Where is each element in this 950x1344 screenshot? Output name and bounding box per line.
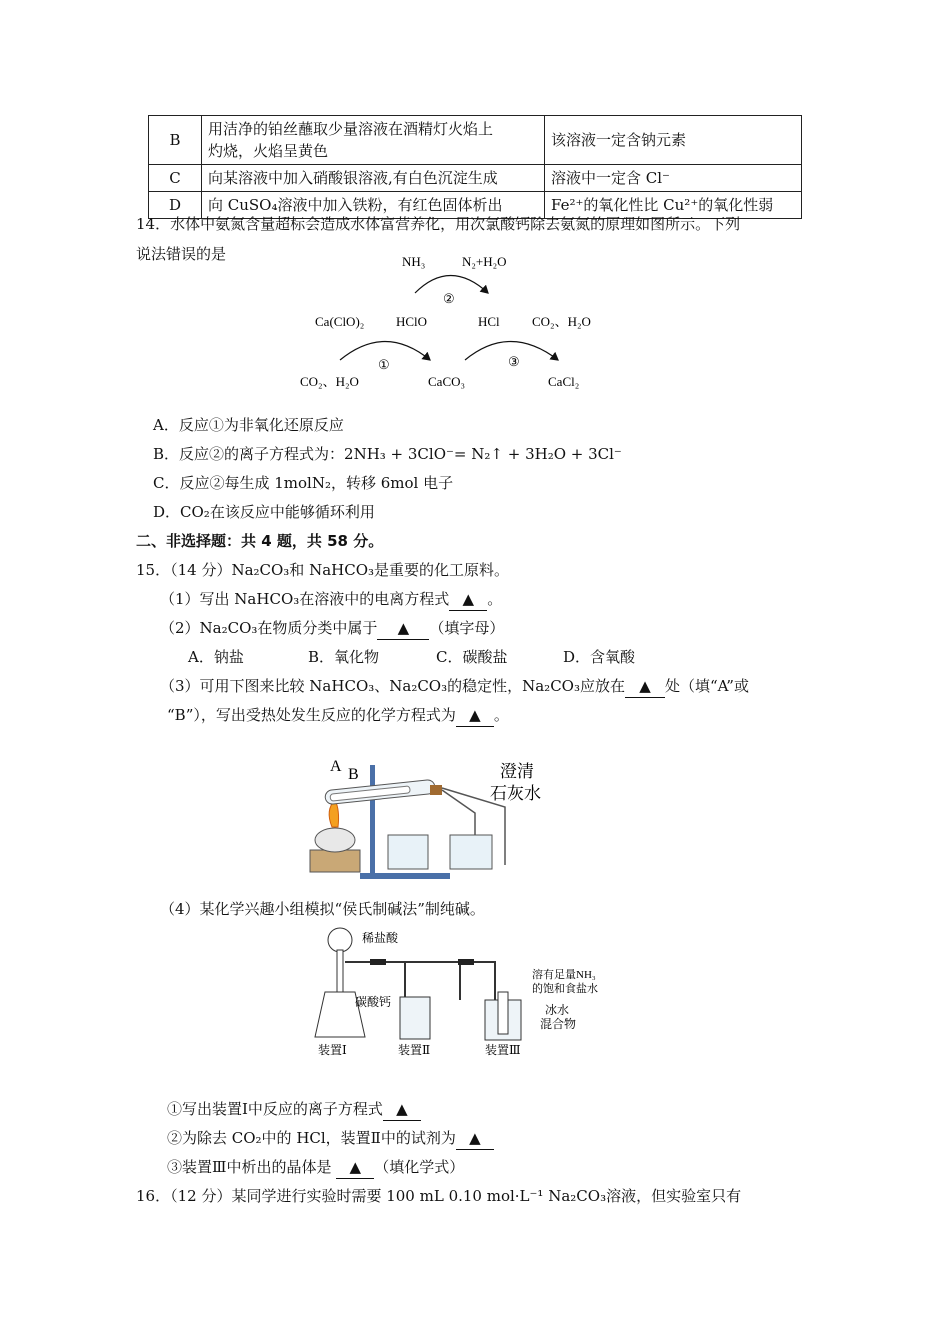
beaker-1	[388, 835, 428, 869]
iron-stand-base	[360, 873, 450, 879]
label-tube-b: B	[348, 766, 359, 783]
answer-blank: ▲	[456, 704, 494, 727]
label-nh3: NH₃	[402, 254, 426, 269]
connecting-tube-2	[430, 962, 495, 1000]
gas-washing-bottle	[400, 997, 430, 1039]
label-dilute-hcl: 稀盐酸	[362, 931, 399, 945]
label-nh3-2: 的饱和食盐水	[532, 983, 598, 995]
label-limewater-2: 石灰水	[490, 784, 541, 803]
q15-sub2: ②为除去 CO₂中的 HCl，装置Ⅱ中的试剂为 ▲	[167, 1127, 494, 1150]
clamp-1	[370, 959, 386, 965]
q14-option-c: C．反应②每生成 1molN₂，转移 6mol 电子	[153, 474, 454, 492]
row-operation: 向某溶液中加入硝酸银溶液,有白色沉淀生成	[202, 165, 545, 192]
answer-blank: ▲	[449, 588, 487, 611]
label-co2-h2o-top: CO₂、H₂O	[532, 314, 591, 329]
label-tube-a: A	[330, 758, 342, 775]
q14-option-d: D．CO₂在该反应中能够循环利用	[153, 503, 375, 521]
burner-base	[310, 850, 360, 872]
dropping-funnel	[328, 928, 352, 952]
label-reaction-1: ①	[378, 357, 390, 372]
row-letter: B	[149, 116, 202, 165]
label-cacl2: CaCl₂	[548, 374, 580, 389]
q15-sub3: ③装置Ⅲ中析出的晶体是 ▲ （填化学式）	[167, 1156, 464, 1179]
label-nh3-1: 溶有足量NH₃	[532, 969, 596, 981]
q15-part4: （4）某化学兴趣小组模拟“侯氏制碱法”制纯碱。	[160, 900, 485, 918]
table-row	[149, 116, 802, 165]
q15-part3-line2: “B”），写出受热处发生反应的化学方程式为 ▲ 。	[167, 704, 509, 727]
q15-choice-a: A．钠盐	[188, 648, 244, 666]
q16-stem: 16．（12 分）某同学进行实验时需要 100 mL 0.10 mol·L⁻¹ Na₂CO₃溶液，但实验室只有	[136, 1187, 742, 1205]
stopper	[430, 785, 442, 795]
label-ice-1: 冰水	[545, 1003, 570, 1017]
label-hcl: HCl	[478, 314, 500, 329]
label-hclo: HClO	[396, 314, 428, 329]
q15-part1: （1）写出 NaHCO₃在溶液中的电离方程式 ▲ 。	[160, 588, 502, 611]
q15-stem: 15．（14 分）Na₂CO₃和 NaHCO₃是重要的化工原料。	[136, 561, 510, 579]
label-ice-2: 混合物	[540, 1017, 577, 1031]
ammonia-removal-diagram	[290, 248, 620, 398]
label-calcium-carbonate: 碳酸钙	[355, 995, 392, 1009]
label-reaction-2: ②	[443, 291, 455, 306]
row-operation: 向 CuSO₄溶液中加入铁粉，有红色固体析出	[202, 192, 545, 219]
label-limewater-1: 澄清	[500, 762, 534, 781]
answer-blank: ▲	[336, 1156, 374, 1179]
answer-blank: ▲	[625, 675, 665, 698]
row-letter: D	[149, 192, 202, 219]
alcohol-lamp	[315, 828, 355, 852]
answer-blank: ▲	[377, 617, 429, 640]
test-tube-3	[498, 992, 508, 1034]
answer-blank: ▲	[383, 1098, 421, 1121]
q15-choice-c: C．碳酸盐	[436, 648, 508, 666]
row-conclusion: 溶液中一定含 Cl⁻	[545, 165, 802, 192]
iron-stand-rod	[370, 765, 375, 875]
label-caco3: CaCO₃	[428, 374, 466, 389]
row-conclusion: Fe²⁺的氧化性比 Cu²⁺的氧化性弱	[545, 192, 802, 219]
row-operation: 用洁净的铂丝蘸取少量溶液在酒精灯火焰上 灼烧，火焰呈黄色	[202, 116, 545, 165]
label-n2-h2o: N₂+H₂O	[462, 254, 507, 269]
q15-choice-b: B．氧化物	[308, 648, 380, 666]
q15-part2: （2）Na₂CO₃在物质分类中属于 ▲ （填字母）	[160, 617, 504, 640]
label-device-3: 装置Ⅲ	[485, 1043, 521, 1057]
row-letter: C	[149, 165, 202, 192]
q14-stem-line2: 说法错误的是	[136, 245, 227, 263]
hou-process-figure	[310, 922, 620, 1062]
heating-apparatus-figure	[300, 755, 560, 885]
label-device-2: 装置Ⅱ	[398, 1043, 431, 1057]
label-device-1: 装置Ⅰ	[318, 1043, 347, 1057]
q15-sub1: ①写出装置Ⅰ中反应的离子方程式 ▲	[167, 1098, 421, 1121]
q14-stem-line1: 14．水体中氨氮含量超标会造成水体富营养化，用次氯酸钙除去氨氮的原理如图所示。下列	[136, 215, 741, 233]
q14-option-a: A．反应①为非氧化还原反应	[153, 416, 344, 434]
q14-option-b: B．反应②的离子方程式为：2NH₃ + 3ClO⁻= N₂↑ + 3H₂O + 3Cl⁻	[153, 445, 622, 463]
row-conclusion: 该溶液一定含钠元素	[545, 116, 802, 165]
beaker-2	[450, 835, 492, 869]
table-row	[149, 165, 802, 192]
answer-blank: ▲	[456, 1127, 494, 1150]
q15-choice-d: D．含氧酸	[563, 648, 636, 666]
label-reaction-3: ③	[508, 354, 520, 369]
label-co2-h2o-bottom: CO₂、H₂O	[300, 374, 359, 389]
clamp-2	[458, 959, 474, 965]
q15-part3-line1: （3）可用下图来比较 NaHCO₃、Na₂CO₃的稳定性，Na₂CO₃应放在 ▲ 处（填“A”或	[160, 675, 749, 698]
section-heading: 二、非选择题：共 4 题，共 58 分。	[136, 532, 384, 550]
options-table	[148, 115, 802, 219]
label-caclo2: Ca(ClO)₂	[315, 314, 365, 329]
